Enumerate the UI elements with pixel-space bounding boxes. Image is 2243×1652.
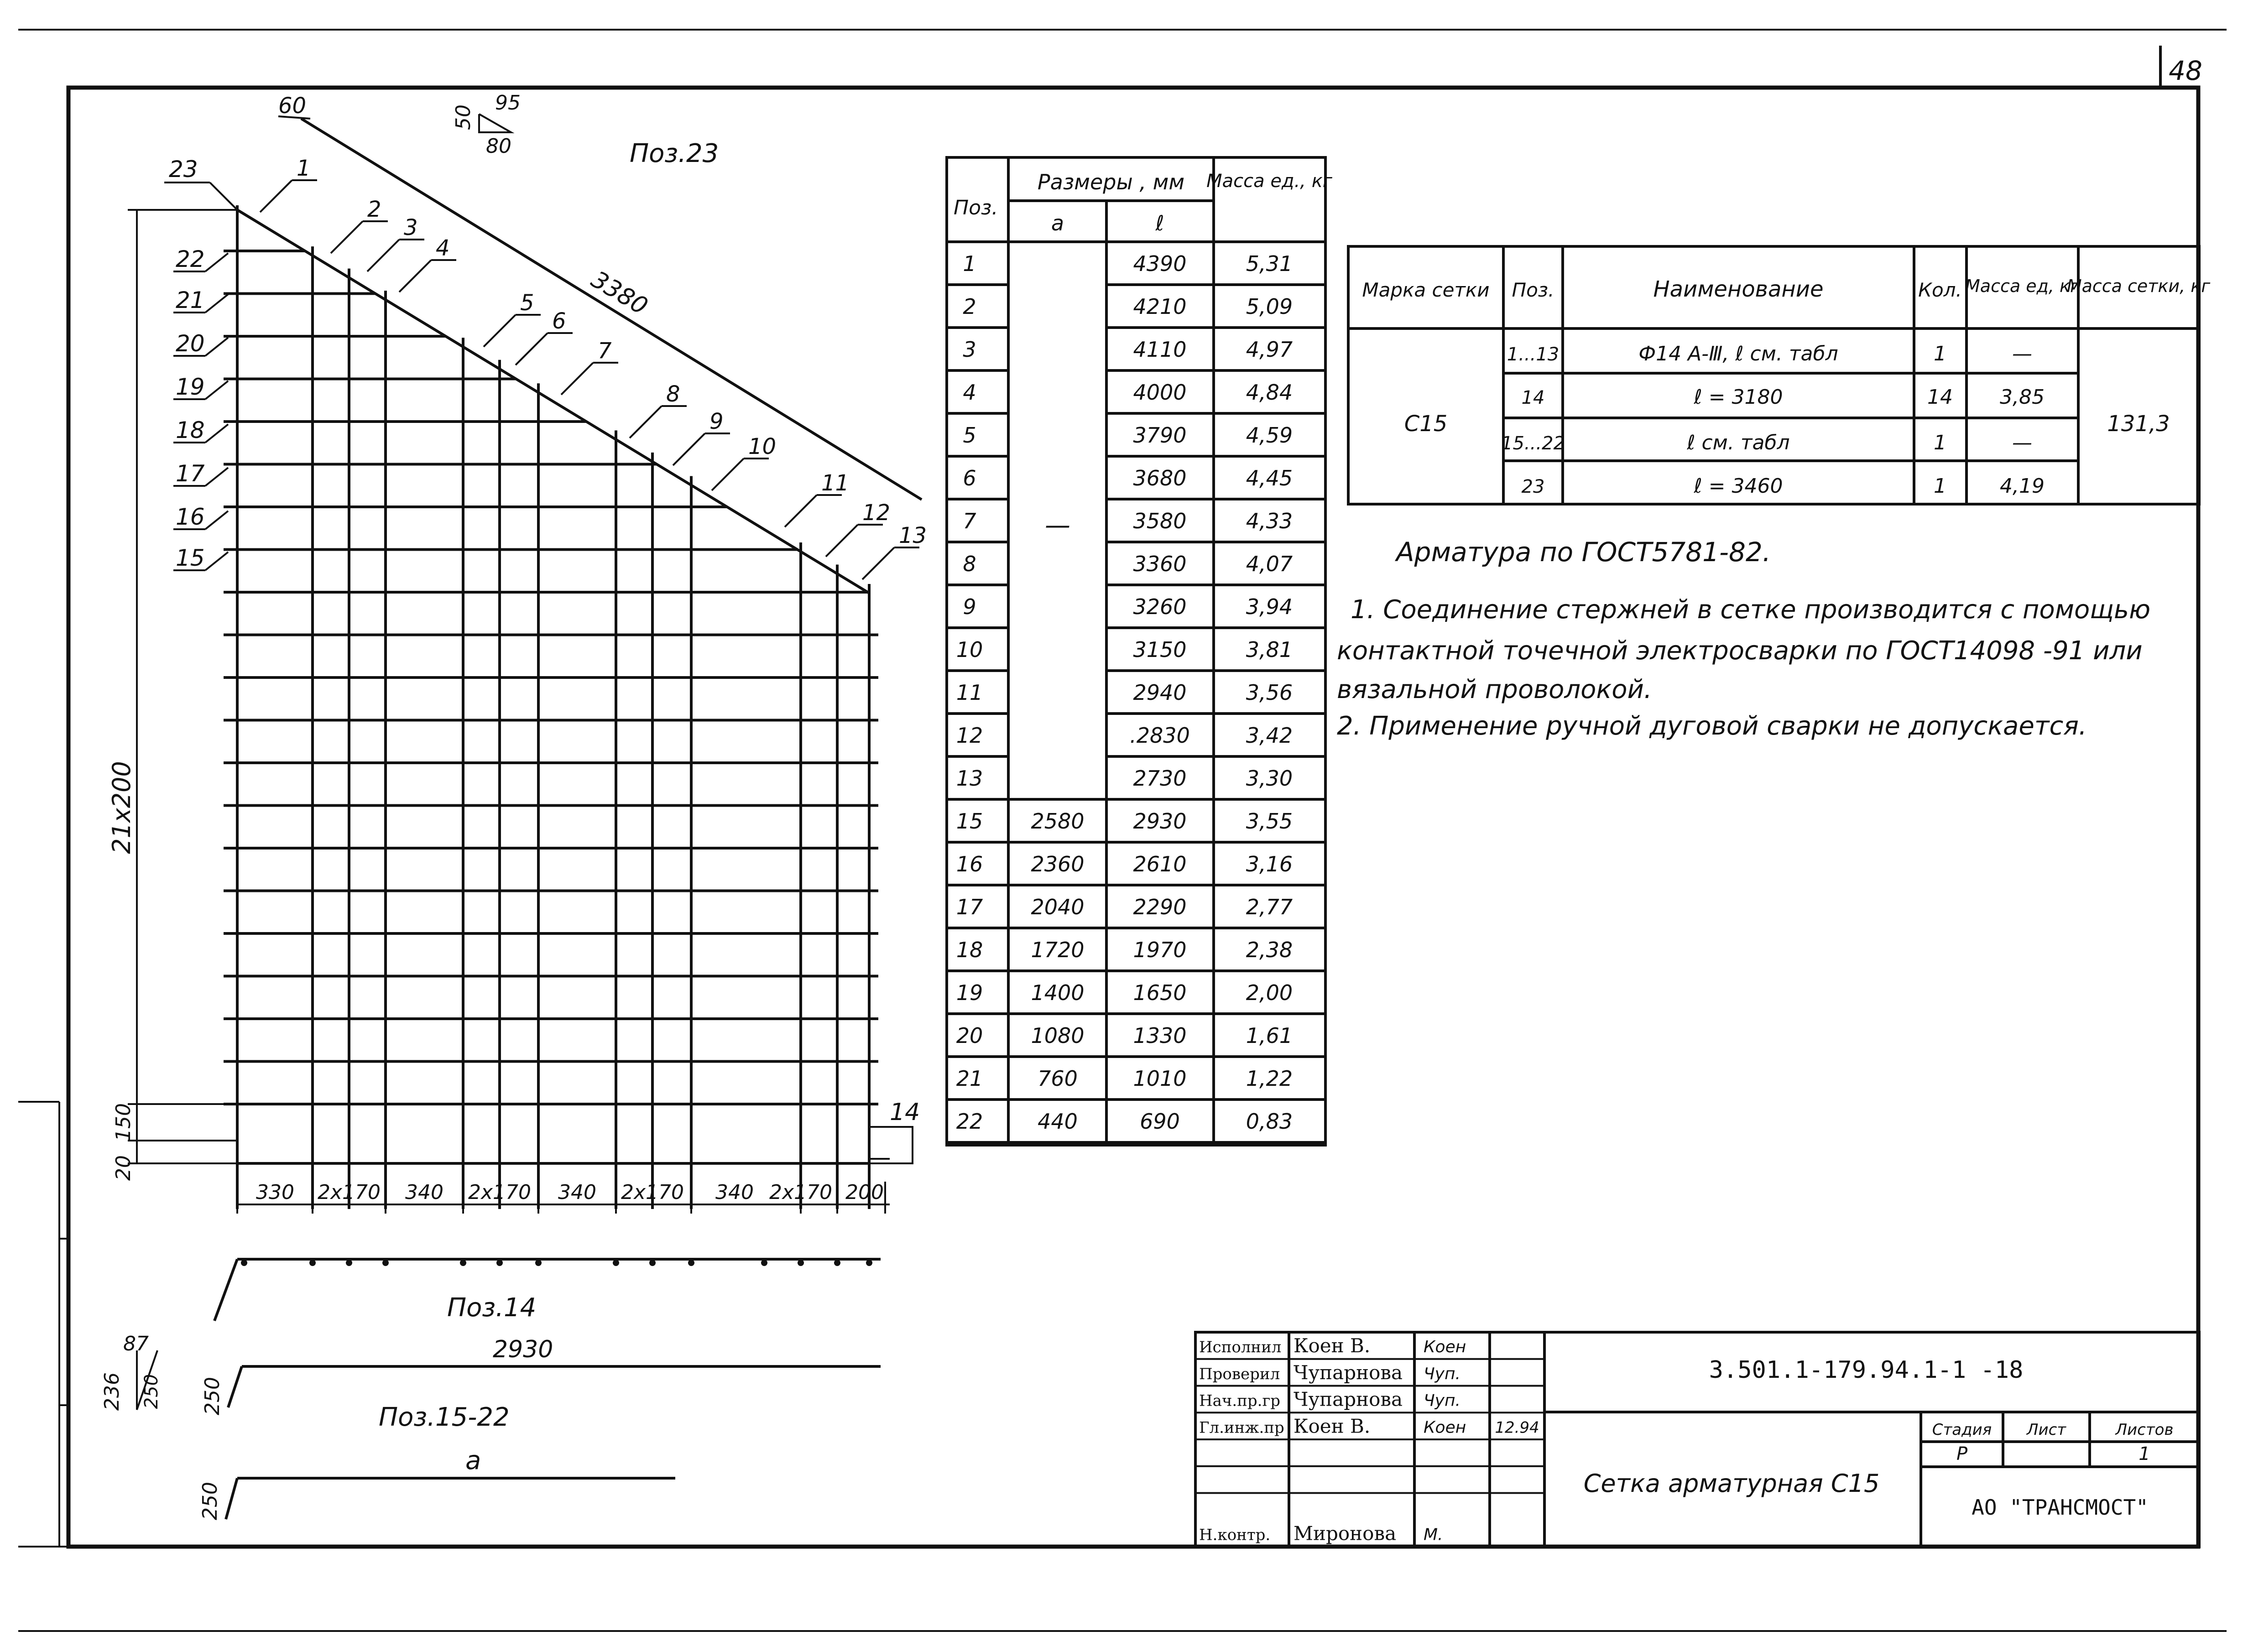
spec-l: 1330: [1133, 1023, 1187, 1048]
mesh-pos: 1...13: [1507, 344, 1560, 365]
callout-leader: [826, 525, 858, 557]
spec-pos: 2: [963, 294, 976, 319]
company: АО "ТРАНСМОСТ": [1972, 1495, 2149, 1520]
spec-l: 2290: [1133, 894, 1187, 919]
spec-mass: 4,97: [1246, 337, 1293, 362]
spec-l: 3150: [1133, 637, 1187, 662]
mesh-row: [1507, 342, 2032, 365]
callout-20: 20: [176, 330, 205, 357]
spec-row: [947, 552, 1325, 585]
callout-22: 22: [176, 246, 205, 272]
drawing-title: Сетка арматурная С15: [1583, 1469, 1880, 1498]
mesh-qty: 1: [1934, 474, 1946, 498]
spec-mass: 5,09: [1246, 294, 1293, 319]
mesh-pos: 23: [1521, 476, 1545, 497]
tb-name: Коен В.: [1294, 1415, 1371, 1438]
callout-leader: [205, 338, 228, 356]
spec-pos: 19: [956, 980, 983, 1005]
spec-mass: 1,22: [1246, 1066, 1293, 1091]
spec-table: [947, 157, 1325, 1145]
title-block-row: [1195, 1415, 1544, 1439]
spec-mass: 3,42: [1246, 723, 1293, 748]
pos15-22-length: 2930: [493, 1336, 553, 1363]
height-dim: 21х200: [107, 761, 136, 854]
mesh-drawing: [128, 116, 922, 1209]
note-rebar: Арматура по ГОСТ5781-82.: [1396, 537, 1771, 568]
spec-pos: 22: [956, 1109, 983, 1134]
tb-role: Проверил: [1199, 1365, 1280, 1383]
spec-row: [947, 251, 1325, 285]
spec-l: 4210: [1133, 294, 1187, 319]
spec-mass: 4,33: [1246, 508, 1293, 533]
weld-dot: [309, 1260, 316, 1266]
stage-value: Р: [1956, 1444, 1968, 1464]
tb-role: Гл.инж.пр: [1199, 1418, 1284, 1437]
callout-leader: [561, 363, 593, 395]
spec-header-mass: Масса ед., кг: [1206, 171, 1332, 192]
spec-a: 440: [1038, 1109, 1078, 1134]
callout-16: 16: [176, 504, 205, 530]
weld-dot: [834, 1260, 840, 1266]
spec-l: 2610: [1133, 851, 1187, 876]
callout-5: 5: [520, 290, 534, 316]
bend-95: 95: [495, 91, 521, 115]
spec-l: 2930: [1133, 808, 1187, 834]
tb-signature: Чуп.: [1424, 1364, 1461, 1383]
spec-row: [947, 1066, 1325, 1100]
doc-code: 3.501.1-179.94.1-1 -18: [1709, 1356, 2024, 1384]
mesh-qty: 1: [1934, 431, 1946, 454]
hook-250-a: 250: [201, 1377, 224, 1415]
spec-a: 2040: [1031, 894, 1085, 919]
callout-17: 17: [176, 460, 205, 487]
callouts-left: [164, 156, 237, 571]
callout-leader: [205, 294, 228, 313]
pos14-label: Поз.14: [447, 1293, 537, 1323]
mesh-name: Ф14 А-Ⅲ, ℓ см. табл: [1638, 342, 1838, 365]
tb-name: Чупарнова: [1294, 1388, 1403, 1411]
spec-pos: 3: [963, 337, 976, 362]
horizontal-bars: [224, 251, 878, 1104]
spec-row: [947, 637, 1325, 671]
mesh-row: [1501, 431, 2032, 454]
spec-a: 760: [1038, 1066, 1078, 1091]
spec-pos: 6: [963, 465, 976, 490]
spec-l: 3260: [1133, 594, 1187, 619]
spec-l: 3790: [1133, 422, 1187, 448]
spec-pos: 17: [956, 894, 983, 919]
spec-l: 1010: [1133, 1066, 1187, 1091]
mesh-mark: С15: [1404, 411, 1448, 437]
note-2: 2. Применение ручной дуговой сварки не допускается.: [1337, 711, 2087, 741]
spec-pos: 11: [956, 680, 983, 705]
title-block-row: [1195, 1361, 1544, 1386]
spec-pos: 18: [956, 937, 983, 962]
mesh-header-mark: Марка сетки: [1362, 279, 1490, 301]
mesh-pos: 14: [1521, 387, 1545, 408]
spec-l: 3580: [1133, 508, 1187, 533]
mesh-header-name: Наименование: [1653, 276, 1824, 302]
callout-leader: [331, 221, 363, 253]
mesh-name: ℓ = 3460: [1694, 474, 1783, 498]
sheet-label: Лист: [2026, 1421, 2066, 1439]
spec-row: [947, 594, 1325, 628]
sheet-number: 48: [2169, 55, 2202, 86]
hook-250-b: 250: [198, 1482, 222, 1520]
callout-18: 18: [176, 417, 205, 443]
callout-leader: [862, 547, 894, 579]
spec-a: 1720: [1031, 937, 1085, 962]
spec-mass: 4,45: [1246, 465, 1293, 490]
pos23-bend-symbol: [479, 114, 511, 132]
spec-pos: 13: [956, 766, 983, 791]
spec-row: [947, 337, 1325, 370]
callout-leader: [205, 511, 228, 529]
sheets-label: Листов: [2115, 1421, 2174, 1439]
spec-l: .2830: [1130, 723, 1190, 748]
spec-mass: 3,81: [1246, 637, 1293, 662]
callout-2: 2: [367, 197, 381, 222]
bend-50: 50: [452, 104, 475, 130]
spec-header-a: а: [1051, 211, 1064, 235]
spec-l: 1970: [1133, 937, 1187, 962]
callout-leader: [516, 333, 548, 365]
spec-dash: —: [1045, 511, 1070, 540]
spec-pos: 4: [963, 380, 976, 405]
mesh-header-pos: Поз.: [1512, 279, 1554, 301]
callout-leader: [205, 381, 228, 399]
weld-dot: [241, 1260, 247, 1266]
pos15-22-bend-250: 250: [141, 1374, 162, 1409]
mesh-qty: 14: [1927, 386, 1953, 409]
callout-6: 6: [552, 308, 566, 334]
spacing-dims: [237, 1181, 885, 1214]
weld-dot: [460, 1260, 466, 1266]
spec-header-sizes: Размеры , мм: [1037, 170, 1185, 194]
dim-60: 60: [278, 93, 307, 119]
vertical-bars: [237, 205, 869, 1209]
weld-dot: [535, 1260, 542, 1266]
spec-mass: 3,94: [1246, 594, 1293, 619]
mesh-unit-mass: 4,19: [2000, 474, 2045, 498]
mesh-qty: 1: [1934, 342, 1946, 365]
mesh-unit-mass: 3,85: [2000, 386, 2045, 409]
spec-mass: 3,55: [1246, 808, 1293, 834]
spec-l: 3680: [1133, 465, 1187, 490]
weld-dot: [613, 1260, 619, 1266]
callout-3: 3: [404, 215, 418, 240]
callout-1: 1: [297, 156, 311, 181]
callouts-top: [260, 156, 927, 579]
spec-header-pos: Поз.: [954, 196, 998, 219]
spec-row: [947, 1109, 1325, 1142]
spec-l: 4390: [1133, 251, 1187, 276]
mesh-header-qty: Кол.: [1918, 279, 1962, 301]
callout-13: 13: [899, 523, 927, 548]
mesh-header-unit-mass: Масса ед, кг: [1965, 276, 2079, 296]
spec-l: 2730: [1133, 766, 1187, 791]
note-1-line2: контактной точечной электросварки по ГОСТ14098 -91 или: [1337, 636, 2143, 666]
callout-11: 11: [821, 470, 850, 496]
spec-pos: 5: [963, 422, 976, 448]
weld-dot: [496, 1260, 503, 1266]
pos15-22-label: Поз.15-22: [379, 1402, 510, 1432]
tb-name: Чупарнова: [1294, 1361, 1403, 1384]
dim-3380: 3380: [586, 266, 652, 321]
callout-14: 14: [890, 1099, 920, 1126]
spec-l: 1650: [1133, 980, 1187, 1005]
mesh-unit-mass: —: [2012, 431, 2032, 454]
spec-pos: 1: [963, 251, 976, 276]
a-bar: [226, 1478, 675, 1519]
bottom-dim-20: 20: [112, 1155, 135, 1181]
spec-mass: 3,16: [1246, 851, 1293, 876]
spec-a: 1400: [1031, 980, 1085, 1005]
weld-dot: [649, 1260, 656, 1266]
callout-leader: [205, 468, 228, 486]
mesh-header-mesh-mass: Масса сетки, кг: [2066, 276, 2211, 296]
callout-leader: [785, 495, 817, 527]
spec-pos: 9: [963, 594, 976, 619]
mesh-name: ℓ = 3180: [1694, 386, 1783, 409]
callout-7: 7: [598, 338, 612, 364]
callout-8: 8: [666, 381, 680, 407]
spec-a: 2580: [1031, 808, 1085, 834]
spec-row: [947, 294, 1325, 328]
spacing-dim: 2х170: [317, 1181, 381, 1204]
spacing-dim: 200: [845, 1181, 884, 1204]
weld-dot: [688, 1260, 694, 1266]
spec-row: [947, 938, 1325, 971]
title-block-row: [1195, 1388, 1544, 1413]
spacing-dim: 2х170: [621, 1181, 684, 1204]
callout-23: 23: [169, 156, 198, 182]
callout-9: 9: [709, 409, 724, 434]
title-block-row: [1195, 1522, 1544, 1547]
callout-leader: [484, 315, 516, 347]
weld-dot: [346, 1260, 352, 1266]
spec-mass: 2,38: [1246, 937, 1293, 962]
spec-pos: 10: [956, 637, 983, 662]
sheets-value: 1: [2139, 1444, 2150, 1464]
section-label: Поз.23: [630, 139, 719, 168]
spec-l: 4110: [1133, 337, 1187, 362]
note-1-line1: 1. Соединение стержней в сетке производится с помощью: [1351, 595, 2151, 625]
spec-l: 3360: [1133, 551, 1187, 576]
tb-name: Миронова: [1294, 1522, 1397, 1545]
spec-row: [947, 509, 1325, 542]
stage-label: Стадия: [1932, 1421, 1992, 1439]
weld-dot: [761, 1260, 767, 1266]
spec-l: 4000: [1133, 380, 1187, 405]
callout-leader: [205, 552, 228, 570]
spec-row: [947, 723, 1325, 756]
callout-leader: [210, 182, 237, 210]
callout-leader: [399, 260, 431, 292]
callout-15: 15: [176, 545, 205, 571]
spec-pos: 20: [956, 1023, 983, 1048]
pos14-bar: [214, 1259, 881, 1321]
spec-row: [947, 895, 1325, 928]
callout-leader: [260, 180, 292, 212]
tb-role: Нач.пр.гр: [1199, 1391, 1281, 1410]
spacing-dim: 340: [405, 1181, 443, 1204]
spec-a: 2360: [1031, 851, 1085, 876]
spec-pos: 21: [956, 1066, 983, 1091]
callout-leader: [712, 459, 744, 490]
mesh-mass: 131,3: [2107, 411, 2170, 437]
spec-row: [947, 766, 1325, 799]
spec-mass: 1,61: [1246, 1023, 1293, 1048]
callout-21: 21: [176, 287, 205, 313]
pos15-22-bend-87: 87: [123, 1332, 149, 1355]
callout-leader: [205, 424, 228, 443]
spec-header-l: ℓ: [1155, 211, 1164, 235]
weld-dot: [798, 1260, 804, 1266]
spec-mass: 5,31: [1246, 251, 1293, 276]
a-label: а: [465, 1446, 481, 1475]
spacing-dim: 330: [256, 1181, 294, 1204]
note-1-line3: вязальной проволокой.: [1337, 675, 1652, 704]
spec-mass: 3,56: [1246, 680, 1293, 705]
tb-name: Коен В.: [1294, 1334, 1371, 1357]
spacing-dim: 340: [558, 1181, 596, 1204]
spec-pos: 16: [956, 851, 983, 876]
weld-dot: [382, 1260, 389, 1266]
spec-row: [947, 466, 1325, 499]
spec-mass: 2,77: [1246, 894, 1293, 919]
callout-12: 12: [862, 500, 891, 526]
spec-mass: 0,83: [1246, 1109, 1293, 1134]
callout-10: 10: [748, 434, 777, 459]
spacing-dim: 2х170: [468, 1181, 532, 1204]
callout-4: 4: [436, 235, 450, 261]
spec-mass: 2,00: [1246, 980, 1293, 1005]
tb-signature: М.: [1424, 1525, 1443, 1544]
tb-signature: Чуп.: [1424, 1391, 1461, 1410]
spec-row: [947, 380, 1325, 413]
spacing-dim: 2х170: [769, 1181, 833, 1204]
spec-row: [947, 852, 1325, 885]
mesh-pos: 15...22: [1501, 433, 1565, 454]
spec-l: 2940: [1133, 680, 1187, 705]
spacing-dim: 340: [715, 1181, 754, 1204]
spec-pos: 7: [963, 508, 976, 533]
spec-row: [947, 1023, 1325, 1057]
title-block-row: [1195, 1334, 1544, 1359]
tb-signature: Коен: [1424, 1418, 1466, 1437]
tb-date: 12.94: [1495, 1418, 1539, 1437]
spec-mass: 3,30: [1246, 766, 1293, 791]
tb-signature: Коен: [1424, 1338, 1466, 1357]
spec-l: 690: [1140, 1109, 1180, 1134]
mesh-name: ℓ см. табл: [1687, 431, 1790, 454]
bend-80: 80: [486, 135, 511, 158]
spec-pos: 12: [956, 723, 983, 748]
bottom-dim-150: 150: [112, 1103, 135, 1141]
spec-row: [947, 809, 1325, 842]
callout-leader: [630, 406, 662, 438]
callout-leader: [673, 433, 705, 465]
mesh-unit-mass: —: [2012, 342, 2032, 365]
spec-row: [947, 680, 1325, 714]
spec-mass: 4,84: [1246, 380, 1293, 405]
spec-row: [947, 423, 1325, 456]
pos15-22-bend-236: 236: [100, 1372, 124, 1411]
callout-leader: [367, 240, 399, 271]
spec-row: [947, 980, 1325, 1014]
callout-leader: [205, 253, 228, 271]
spec-pos: 15: [956, 808, 983, 834]
weld-dot: [866, 1260, 872, 1266]
tb-role: Н.контр.: [1199, 1526, 1271, 1544]
callout-19: 19: [176, 374, 205, 400]
tb-role: Исполнил: [1199, 1338, 1282, 1357]
spec-a: 1080: [1031, 1023, 1085, 1048]
spec-mass: 4,07: [1246, 551, 1293, 576]
spec-pos: 8: [963, 551, 976, 576]
spec-mass: 4,59: [1246, 422, 1293, 448]
